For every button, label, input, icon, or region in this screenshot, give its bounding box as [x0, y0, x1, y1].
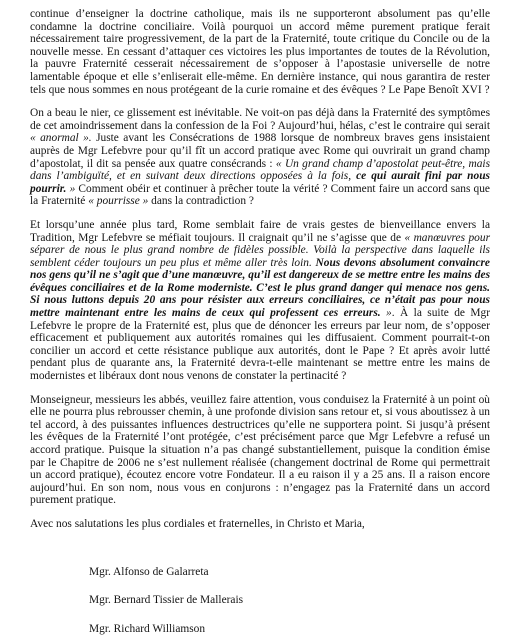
text-run: dans la contradiction ? [148, 195, 254, 208]
text-run: ce qui aurait fini par nous pourrir. [30, 170, 490, 195]
text-run: Et lorsqu’une année plus tard, Rome semblait faire de vrais gestes de bienveillance envers la Tradition, Mgr Lefebvre se méfiait toujours. Il craignait qu’il ne s’agisse que de [30, 218, 490, 244]
text-run: On a beau le nier, ce glissement est inévitable. Ne voit-on pas déjà dans la Fraternité des symptômes de cet amoindrissement dans la confession de la Foi ? Aujourd’hui, hélas, c’est le contraire qui serait [30, 107, 490, 132]
text-run: « pourrisse » [88, 195, 149, 208]
text-run: Juste avant les Consécrations de 1988 lorsque de nombreux braves gens insistaient auprès de Mgr Lefebvre pour qu’il fît un accord pratique avec Rome qui ouvrirait un grand champ d’apostolat, il dit sa pensée aux quatre consécrands : [30, 132, 491, 170]
text-run: « Un grand champ d’apostolat peut-être, mais dans l’ambiguïté, et en suivant deux directions opposées à la fois, [30, 157, 490, 183]
closing-salutation: Avec nos salutations les plus cordiales et fraternelles, in Christo et Maria, [30, 517, 365, 530]
paragraph-3 [30, 219, 490, 383]
text-run: » [380, 307, 392, 320]
text-run: » [66, 182, 76, 195]
signature-block [30, 566, 490, 635]
text-run: Nous devons absolument convaincre nos gens qu’il ne s’agit que d’une manœuvre, qu’il est dangereux de se mettre entre les mains des évêques conciliaires et de la Rome moderniste. C’est le plus grand danger qui menace nos gens. Si nous luttons depuis 20 ans pour résister aux erreurs conciliaires, ce n’était pas pour nous mettre maintenant entre les mains de ceux qui professent ces erreurs. [30, 256, 490, 320]
text-run: Comment obéir et continuer à prêcher toute la vérité ? Comment faire un accord sans que la Fraternité [30, 182, 490, 208]
text-run: « anormal ». [30, 132, 92, 145]
paragraph-1 [30, 8, 490, 96]
text-run: continue d’enseigner la doctrine catholique, mais ils ne supporteront absolument pas qu’elle condamne la doctrine conciliaire. Voilà pourquoi un accord même purement pratique ferait nécessairement taire progressivement, de la part de la Fraternité, toute critique du Concile ou de la nouvelle messe. En cessant d’attaquer ces victoires les plus importantes de toutes de la Révolution, la pauvre Fraternité cesserait nécessairement de s’opposer à l’apostasie universelle de notre lamentable époque et elle s’enliserait elle-même. En dernière instance, qui nous garantira de rester tels que nous sommes en nous protégeant de la curie romaine et des évêques ? Le Pape Benoît XVI ? [30, 8, 490, 96]
letter-body [30, 8, 490, 507]
text-run: Monseigneur, messieurs les abbés, veuillez faire attention, vous conduisez la Fraternité à un point où elle ne pourra plus rebrousser chemin, à une profonde division sans retour et, si vous aboutissez à un tel accord, à des puissantes influences destructrices qu’elle ne supportera point. Si jusqu’à présent les évêques de la Fraternité l’ont protégée, c’est précisément parce que Mgr Lefebvre a refusé un accord pratique. Puisque la situation n’a pas changé substantiellement, puisque la condition émise par le Chapitre de 2006 ne s’est nullement réalisée (changement doctrinal de Rome qui permettrait un accord pratique), écoutez encore votre Fondateur. Il a eu raison il y a 25 ans. Il a raison encore aujourd’hui. En son nom, nous vous en conjurons : n’engagez pas la Fraternité dans un accord purement pratique. [30, 393, 490, 507]
signature-galarreta: Mgr. Alfonso de Galarreta [89, 565, 209, 578]
text-run: « manœuvres pour séparer de nous le plus grand nombre de fidèles possible. Voilà la perspective dans laquelle ils semblent céder toujours un peu plus et même aller très loin. [30, 231, 490, 269]
paragraph-4 [30, 394, 490, 507]
signature-tissier-de-mallerais: Mgr. Bernard Tissier de Mallerais [89, 594, 244, 607]
signature-williamson: Mgr. Richard Williamson [89, 622, 206, 635]
text-run: . À la suite de Mgr Lefebvre le propre de la Fraternité est, plus que de dénoncer les erreurs par leur nom, de s’opposer efficacement et publiquement aux autorités romaines qui les diffusaient. Comment pourrait-t-on concilier un accord et cette résistance publique aux autorités, dont le Pape ? Et après avoir lutté pendant plus de quarante ans, la Fraternité devra-t-elle maintenant se mettre entre les mains de modernistes et libéraux dont nous venons de constater la pertinacité ? [30, 307, 490, 383]
paragraph-2 [30, 107, 490, 208]
